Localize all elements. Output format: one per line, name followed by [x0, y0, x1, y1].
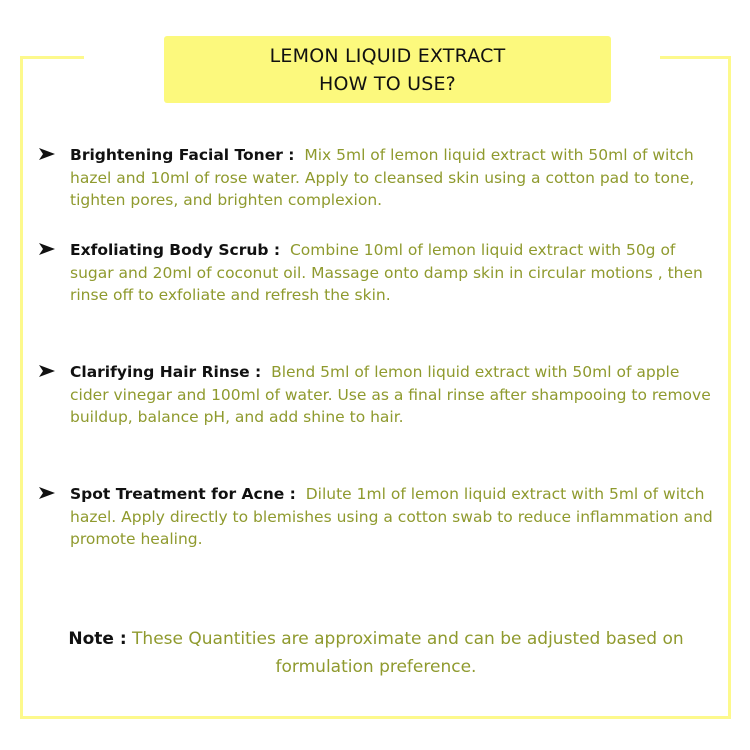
note-label: Note : [68, 629, 127, 649]
arrow-bullet-icon [38, 240, 56, 258]
note [36, 625, 716, 681]
item-description: Combine 10ml of lemon liquid extract with 50g of sugar and 20ml of coconut oil. Massage onto damp skin in circular motions , then rinse off to exfoliate and refresh the skin. [70, 241, 703, 304]
arrow-bullet-icon [38, 145, 56, 163]
arrow-bullet-icon [38, 362, 56, 380]
frame-left [20, 56, 23, 719]
usage-item-spot-treatment [38, 483, 718, 551]
item-label: Spot Treatment for Acne : [70, 485, 296, 503]
usage-item-body-scrub [38, 239, 718, 307]
frame-bottom [20, 716, 731, 719]
usage-item-hair-rinse [38, 361, 718, 429]
item-label: Exfoliating Body Scrub : [70, 241, 281, 259]
usage-item-facial-toner [38, 144, 718, 212]
item-description: Blend 5ml of lemon liquid extract with 50ml of apple cider vinegar and 100ml of water. Use as a final rinse after shampooing to remove buildup, balance pH, and add shine to hair. [70, 363, 711, 426]
item-label: Brightening Facial Toner : [70, 146, 295, 164]
title-line-1: LEMON LIQUID EXTRACT [269, 44, 506, 67]
frame-top-right [660, 56, 731, 59]
arrow-bullet-icon [38, 484, 56, 502]
frame-right [728, 56, 731, 719]
frame-top-left [20, 56, 84, 59]
title-line-2: HOW TO USE? [319, 72, 456, 95]
note-text: These Quantities are approximate and can be adjusted based on formulation preference. [132, 629, 684, 677]
item-description: Mix 5ml of lemon liquid extract with 50ml of witch hazel and 10ml of rose water. Apply to cleansed skin using a cotton pad to tone, tighten pores, and brighten complexion. [70, 146, 695, 209]
item-description: Dilute 1ml of lemon liquid extract with 5ml of witch hazel. Apply directly to blemishes using a cotton swab to reduce inflammation and promote healing. [70, 485, 713, 548]
title-banner [164, 36, 611, 103]
item-label: Clarifying Hair Rinse : [70, 363, 262, 381]
